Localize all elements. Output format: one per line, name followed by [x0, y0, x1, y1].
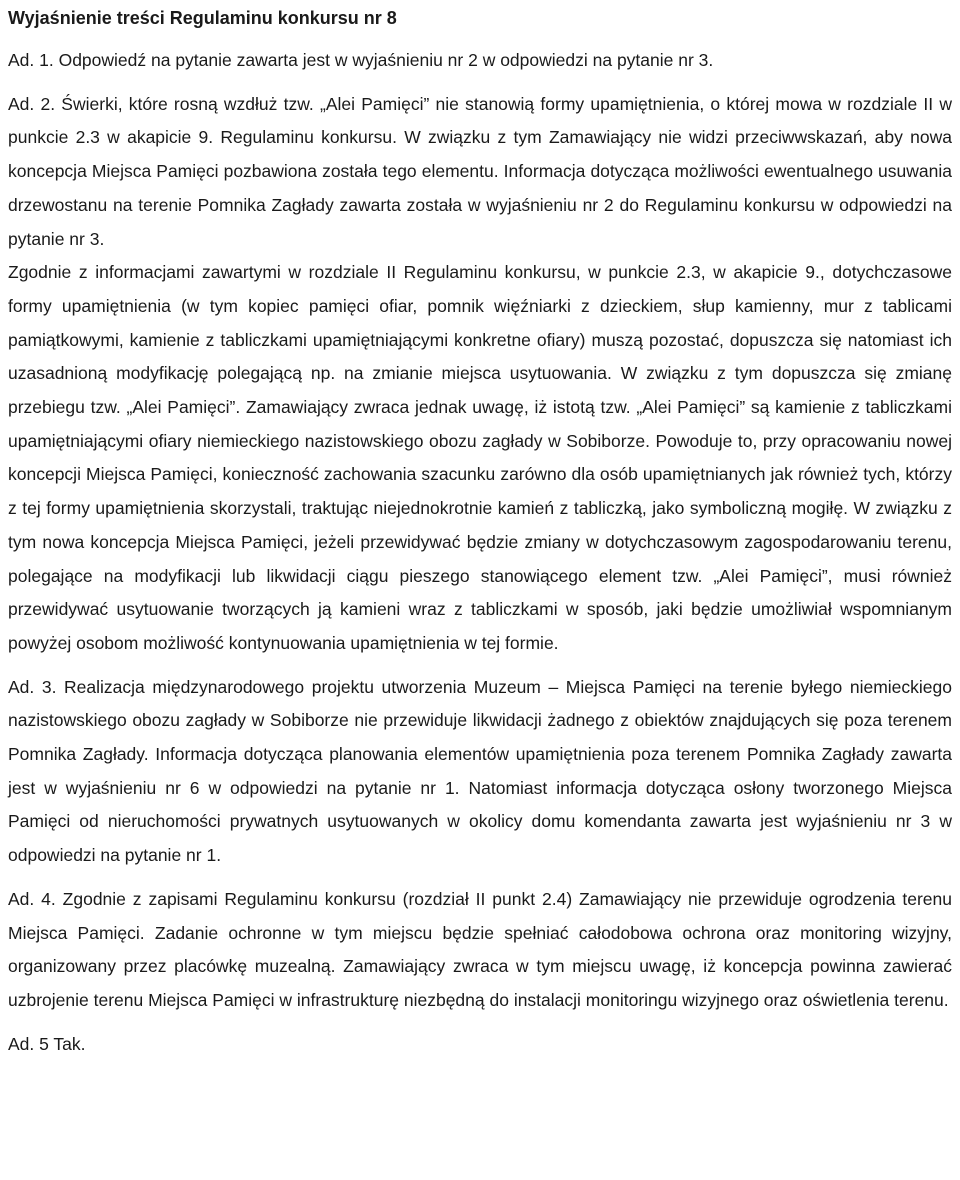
paragraph-ad-2-continued: Zgodnie z informacjami zawartymi w rozdziale II Regulaminu konkursu, w punkcie 2.3, w akapicie 9., dotychczasowe formy upamiętnienia (w tym kopiec pamięci ofiar, pomnik więźniarki z dzieckiem, słup kamienny, mur z tablicami pamiątkowymi, kamienie z tabliczkami upamiętniającymi konkretne ofiary) muszą pozostać, dopuszcza się natomiast ich uzasadnioną modyfikację polegającą np. na zmianie miejsca usytuowania. W związku z tym dopuszcza się zmianę przebiegu tzw. „Alei Pamięci”. Zamawiający zwraca jednak uwagę, iż istotą tzw. „Alei Pamięci” są kamienie z tabliczkami upamiętniającymi ofiary niemieckiego nazistowskiego obozu zagłady w Sobiborze. Powoduje to, przy opracowaniu nowej koncepcji Miejsca Pamięci, konieczność zachowania szacunku zarówno dla osób upamiętnianych jak również tych, którzy z tej formy upamiętnienia skorzystali, traktując niejednokrotnie kamień z tabliczką, jako symboliczną mogiłę. W związku z tym nowa koncepcja Miejsca Pamięci, jeżeli przewidywać będzie zmiany w dotychczasowym zagospodarowaniu terenu, polegające na modyfikacji lub likwidacji ciągu pieszego stanowiącego element tzw. „Alei Pamięci”, musi również przewidywać usytuowanie tworzących ją kamieni wraz z tabliczkami w sposób, jaki będzie umożliwiał wspomnianym powyżej osobom możliwość kontynuowania upamiętnienia w tej formie.	[8, 262, 952, 653]
paragraph-ad-4: Ad. 4. Zgodnie z zapisami Regulaminu konkursu (rozdział II punkt 2.4) Zamawiający nie przewiduje ogrodzenia terenu Miejsca Pamięci. Zadanie ochronne w tym miejscu będzie spełniać całodobowa ochrona oraz monitoring wizyjny, organizowany przez placówkę muzealną. Zamawiający zwraca w tym miejscu uwagę, iż koncepcja powinna zawierać uzbrojenie terenu Miejsca Pamięci w infrastrukturę niezbędną do instalacji monitoringu wizyjnego oraz oświetlenia terenu.	[8, 888, 952, 1010]
paragraph-ad-2: Ad. 2. Świerki, które rosną wzdłuż tzw. „Alei Pamięci” nie stanowią formy upamiętnienia, o której mowa w rozdziale II w punkcie 2.3 w akapicie 9. Regulaminu konkursu. W związku z tym Zamawiający nie widzi przeciwwskazań, aby nowa koncepcja Miejsca Pamięci pozbawiona została tego elementu. Informacja dotycząca możliwości ewentualnego usuwania drzewostanu na terenie Pomnika Zagłady zawarta została w wyjaśnieniu nr 2 do Regulaminu konkursu w odpowiedzi na pytanie nr 3.	[8, 93, 952, 249]
paragraph-ad-5: Ad. 5 Tak.	[8, 1033, 86, 1054]
paragraph-ad-3: Ad. 3. Realizacja międzynarodowego projektu utworzenia Muzeum – Miejsca Pamięci na terenie byłego niemieckiego nazistowskiego obozu zagłady w Sobiborze nie przewiduje likwidacji żadnego z obiektów znajdujących się poza terenem Pomnika Zagłady. Informacja dotycząca planowania elementów upamiętnienia poza terenem Pomnika Zagłady zawarta jest w wyjaśnieniu nr 6 w odpowiedzi na pytanie nr 1. Natomiast informacja dotycząca osłony tworzonego Miejsca Pamięci od nieruchomości prywatnych usytuowanych w okolicy domu komendanta zawarta jest wyjaśnieniu nr 3 w odpowiedzi na pytanie nr 1.	[8, 676, 952, 866]
document-title: Wyjaśnienie treści Regulaminu konkursu nr 8	[8, 8, 397, 28]
paragraph-ad-1: Ad. 1. Odpowiedź na pytanie zawarta jest w wyjaśnieniu nr 2 w odpowiedzi na pytanie nr 3.	[8, 50, 714, 70]
